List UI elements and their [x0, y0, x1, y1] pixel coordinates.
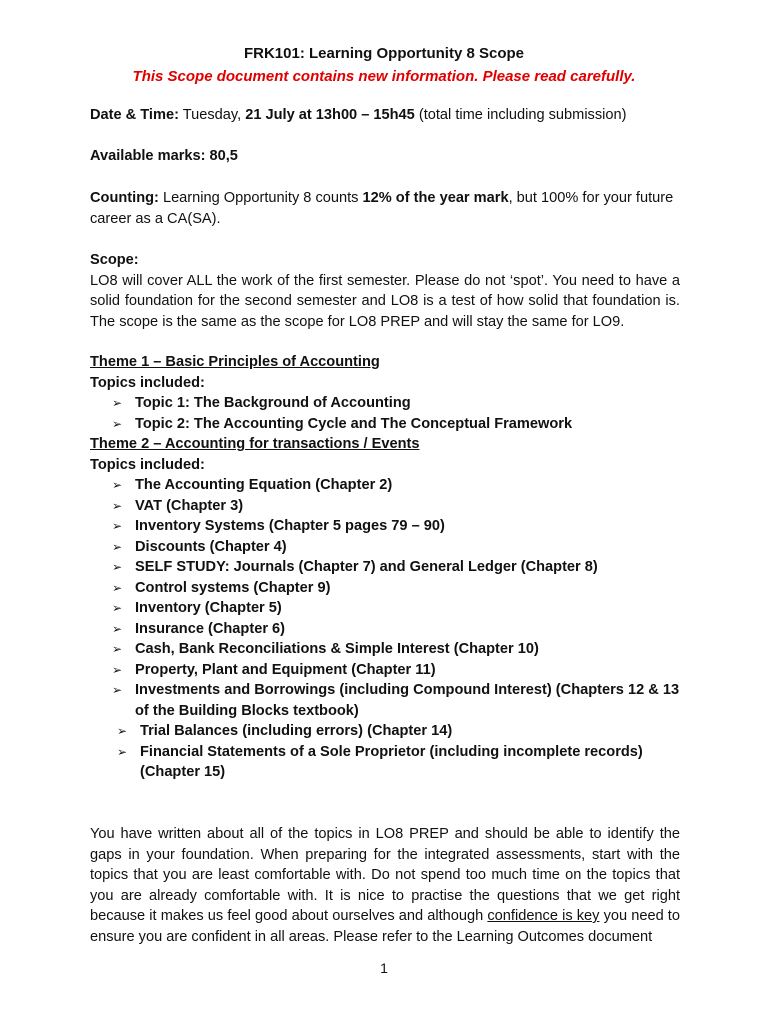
list-item-text: Inventory Systems (Chapter 5 pages 79 – 90) — [135, 518, 445, 534]
counting-text-1: Learning Opportunity 8 counts — [162, 190, 359, 206]
document-title: FRK101: Learning Opportunity 8 Scope — [243, 45, 525, 62]
list-item-text: Investments and Borrowings (including Compound Interest) (Chapters 12 & 13 of the Building Blocks textbook) — [135, 682, 680, 719]
arrowhead-bullet-icon: ➢ — [117, 724, 128, 738]
page-number: 1 — [380, 960, 388, 976]
theme-2-heading: Theme 2 – Accounting for transactions / Events — [90, 436, 420, 452]
list-item — [90, 660, 680, 681]
theme-1-topic-list — [90, 393, 680, 434]
arrowhead-bullet-icon: ➢ — [112, 416, 123, 431]
theme-2-topics-label: Topics included: — [90, 456, 205, 473]
arrowhead-bullet-icon: ➢ — [112, 683, 123, 697]
closing-paragraph — [90, 824, 680, 947]
list-item-text: The Accounting Equation (Chapter 2) — [135, 477, 393, 493]
date-time-line — [90, 105, 680, 126]
document-warning: This Scope document contains new information. Please read carefully. — [132, 68, 636, 85]
arrowhead-bullet-icon: ➢ — [112, 642, 123, 656]
arrowhead-bullet-icon: ➢ — [112, 396, 123, 410]
list-item — [90, 537, 680, 558]
list-item — [90, 598, 680, 619]
list-item-text: Topic 2: The Accounting Cycle and The Conceptual Framework — [135, 415, 573, 432]
arrowhead-bullet-icon: ➢ — [112, 662, 123, 677]
closing-text-2: you need to ensure you are confident in all areas. Please refer to the Learning Outcomes document — [90, 908, 680, 945]
theme-2-topic-list — [90, 475, 680, 783]
list-item-text: Inventory (Chapter 5) — [135, 600, 282, 616]
scope-heading: Scope: — [90, 252, 139, 268]
date-day: Tuesday, — [182, 107, 242, 123]
list-item — [90, 414, 680, 435]
counting-text-2: , but 100% for your future career as a CA(SA). — [90, 190, 674, 227]
list-item — [90, 680, 680, 721]
date-note: (total time including submission) — [418, 107, 627, 123]
arrowhead-bullet-icon: ➢ — [112, 498, 123, 513]
arrowhead-bullet-icon: ➢ — [112, 478, 123, 492]
list-item-text: Topic 1: The Background of Accounting — [135, 395, 411, 411]
scope-section — [90, 250, 680, 332]
list-item-text: Financial Statements of a Sole Proprietor (including incomplete records) (Chapter 15) — [140, 743, 643, 780]
marks-line — [90, 146, 680, 167]
list-item-text: Trial Balances (including errors) (Chapter 14) — [140, 723, 453, 739]
list-item-text: Discounts (Chapter 4) — [135, 538, 287, 555]
list-item — [90, 619, 680, 640]
list-item — [90, 516, 680, 537]
arrowhead-bullet-icon: ➢ — [112, 621, 123, 636]
list-item-text: Insurance (Chapter 6) — [135, 620, 286, 637]
list-item — [90, 393, 680, 414]
list-item — [90, 475, 680, 496]
counting-label: Counting: — [90, 190, 159, 206]
theme-1-heading: Theme 1 – Basic Principles of Accounting — [90, 354, 380, 370]
theme-1-topics-label: Topics included: — [90, 374, 205, 391]
available-marks: Available marks: 80,5 — [90, 148, 238, 164]
closing-text-1: You have written about all of the topics in LO8 PREP and should be able to identify the gaps in your foundation. When preparing for the integrated assessments, start with the topics that you are least comfortable with. Do not spend too much time on the topics that you are already comfortable with. It is nice to practise the questions that we get right because it makes us feel good about ourselves and although — [90, 826, 680, 924]
list-item — [90, 496, 680, 517]
list-item — [90, 742, 680, 783]
theme-2-section — [90, 434, 680, 783]
date-value: 21 July at 13h00 – 15h45 — [245, 107, 415, 123]
list-item-text: Property, Plant and Equipment (Chapter 11) — [135, 661, 436, 678]
counting-paragraph — [90, 188, 680, 229]
arrowhead-bullet-icon: ➢ — [112, 580, 123, 595]
scope-text: LO8 will cover ALL the work of the first semester. Please do not ‘spot’. You need to have a solid foundation for the second semester and LO8 is a test of how solid that foundation is. The scope is the same as the scope for LO8 PREP and will stay the same for LO9. — [90, 272, 680, 330]
list-item — [90, 639, 680, 660]
list-item — [90, 578, 680, 599]
arrowhead-bullet-icon: ➢ — [112, 519, 123, 533]
arrowhead-bullet-icon: ➢ — [117, 744, 128, 759]
list-item-text: Cash, Bank Reconciliations & Simple Interest (Chapter 10) — [135, 641, 539, 657]
list-item-text: VAT (Chapter 3) — [135, 497, 244, 514]
list-item-text: Control systems (Chapter 9) — [135, 579, 331, 596]
date-time-label: Date & Time: — [90, 107, 179, 123]
arrowhead-bullet-icon: ➢ — [112, 601, 123, 615]
arrowhead-bullet-icon: ➢ — [112, 560, 123, 574]
counting-weight: 12% of the year mark — [362, 190, 509, 206]
list-item — [90, 721, 680, 742]
theme-1-section — [90, 352, 680, 434]
confidence-phrase: confidence is key — [487, 908, 600, 924]
list-item — [90, 557, 680, 578]
list-item-text: SELF STUDY: Journals (Chapter 7) and General Ledger (Chapter 8) — [135, 559, 598, 575]
arrowhead-bullet-icon: ➢ — [112, 539, 123, 554]
